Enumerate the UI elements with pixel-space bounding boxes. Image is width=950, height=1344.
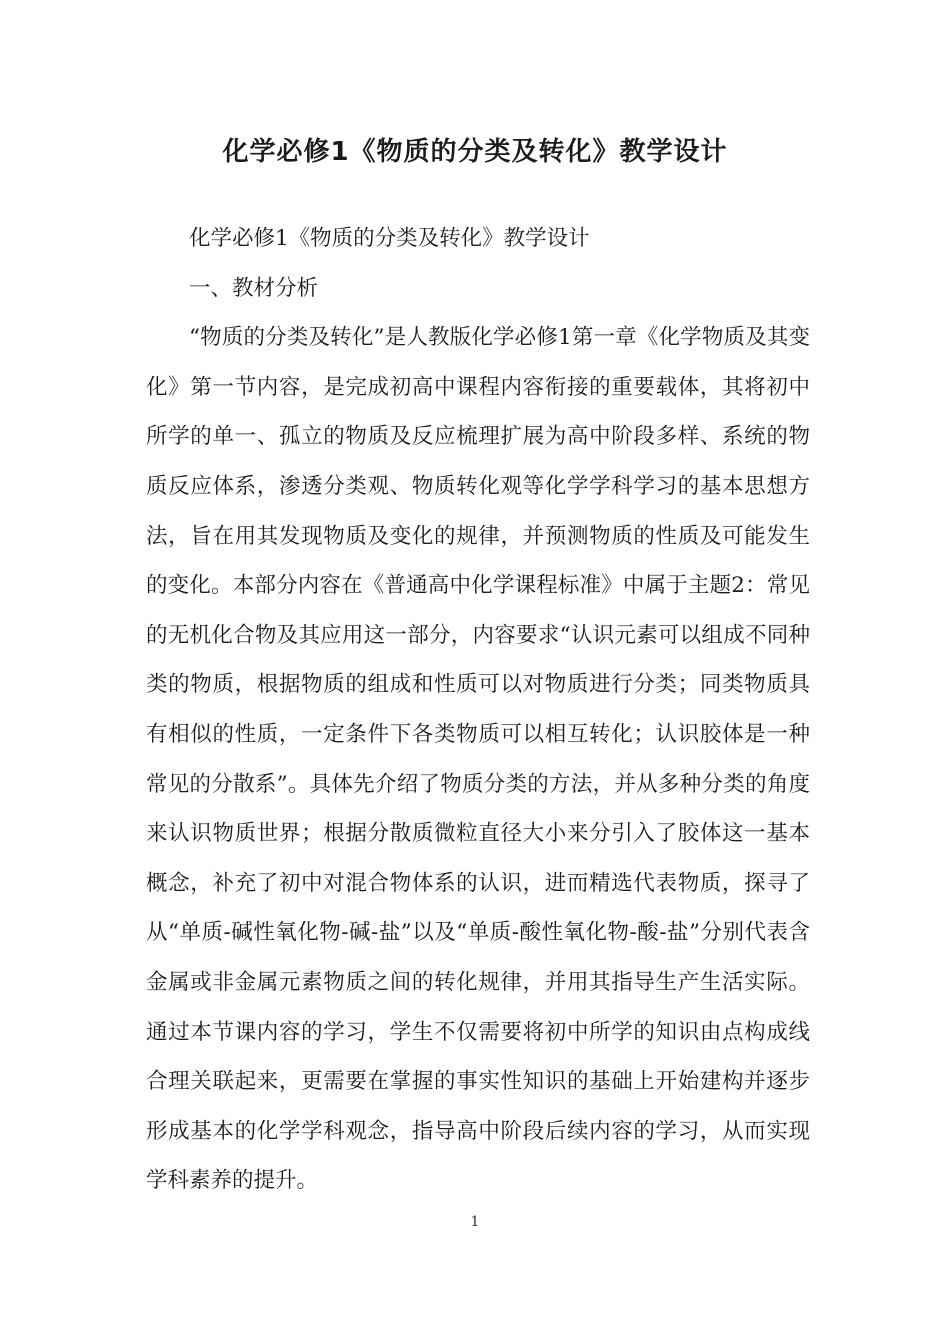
section-heading: 一、教材分析 [189, 275, 319, 301]
page-number: 1 [470, 1214, 480, 1230]
document-body [146, 214, 810, 1206]
paragraph-analysis: “物质的分类及转化”是人教版化学必修1第一章《化学物质及其变化》第一节内容，是完成初高中课程内容衔接的重要载体，其将初中所学的单一、孤立的物质及反应梳理扩展为高中阶段多样、系统的物质反应体系，渗透分类观、物质转化观等化学学科学习的基本思想方法，旨在用其发现物质及变化的规律，并预测物质的性质及可能发生的变化。本部分内容在《普通高中化学课程标准》中属于主题2：常见的无机化合物及其应用这一部分，内容要求“认识元素可以组成不同种类的物质，根据物质的组成和性质可以对物质进行分类；同类物质具有相似的性质，一定条件下各类物质可以相互转化；认识胶体是一种常见的分散系”。具体先介绍了物质分类的方法，并从多种分类的角度来认识物质世界；根据分散质微粒直径大小来分引入了胶体这一基本概念，补充了初中对混合物体系的认识，进而精选代表物质，探寻了从“单质-碱性氧化物-碱-盐”以及“单质-酸性氧化物-酸-盐”分别代表含金属或非金属元素物质之间的转化规律，并用其指导生产生活实际。通过本节课内容的学习，学生不仅需要将初中所学的知识由点构成线合理关联起来，更需要在掌握的事实性知识的基础上开始建构并逐步形成基本的化学学科观念，指导高中阶段后续内容的学习，从而实现学科素养的提升。 [146, 325, 810, 1194]
document-title: 化学必修1《物质的分类及转化》教学设计 [222, 137, 728, 167]
paragraph-subtitle: 化学必修1《物质的分类及转化》教学设计 [189, 226, 590, 251]
